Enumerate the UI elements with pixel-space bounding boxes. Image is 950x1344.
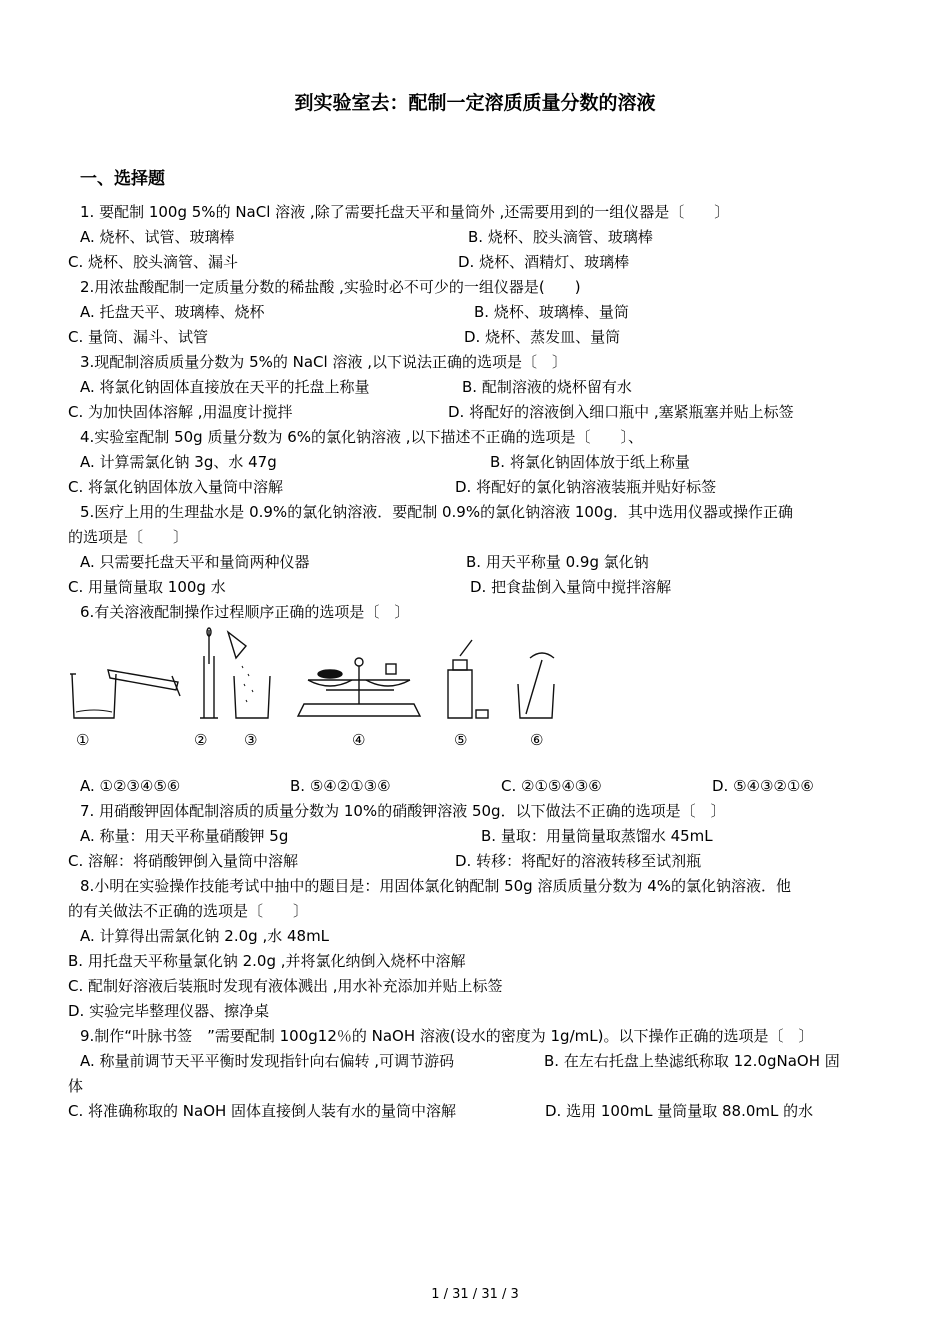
page-footer: 1 / 31 / 31 / 3 [431, 1287, 519, 1302]
question-1-option-d: D. 烧杯、酒精灯、玻璃棒 [458, 253, 630, 271]
question-5-option-c: C. 用量筒量取 100g 水 [68, 578, 226, 596]
question-9-option-b: B. 在左右托盘上垫滤纸称取 12.0gNaOH 固 [544, 1052, 840, 1070]
question-7-option-d: D. 转移：将配好的溶液转移至试剂瓶 [455, 852, 702, 870]
balance-icon [298, 704, 420, 716]
question-6-stem: 6.有关溶液配制操作过程顺序正确的选项是〔 〕 [80, 603, 410, 621]
page-title: 到实验室去：配制一定溶质质量分数的溶液 [294, 92, 656, 114]
question-5-option-b: B. 用天平称量 0.9g 氯化钠 [466, 553, 649, 571]
question-3-option-c: C. 为加快固体溶解 ,用温度计搅拌 [68, 403, 293, 421]
question-9-stem: 9.制作“叶脉书签 ”需要配制 100g12％的 NaOH 溶液(设水的密度为 1g/mL)。以下操作正确的选项是〔 〕 [80, 1027, 814, 1045]
question-5-stem: 5.医疗上用的生理盐水是 0.9%的氯化钠溶液．要配制 0.9%的氯化钠溶液 100g．其中选用仪器或操作正确 [80, 503, 793, 521]
question-3-option-b: B. 配制溶液的烧杯留有水 [462, 378, 632, 396]
question-6-option-c: C. ②①⑤④③⑥ [501, 777, 602, 795]
stirring-rod-icon [526, 660, 542, 714]
weighing-sample-icon [318, 670, 342, 678]
question-1-stem: 1. 要配制 100g 5%的 NaCl 溶液 ,除了需要托盘天平和量筒外 ,还需要用到的一组仪器是〔 〕 [80, 203, 730, 221]
question-4-option-a: A. 计算需氯化钠 3g、水 47g [80, 453, 277, 471]
lab-procedure-drawing [68, 626, 568, 756]
question-7-option-c: C. 溶解：将硝酸钾倒入量筒中溶解 [68, 852, 299, 870]
question-3-stem: 3.现配制溶质质量分数为 5%的 NaCl 溶液 ,以下说法正确的选项是〔 〕 [80, 353, 568, 371]
section-heading: 一、选择题 [80, 169, 165, 189]
question-4-option-c: C. 将氯化钠固体放入量筒中溶解 [68, 478, 284, 496]
lab-procedure-figure [68, 626, 568, 756]
beaker-stirring-icon [518, 684, 554, 718]
question-9-option-a: A. 称量前调节天平平衡时发现指针向右偏转 ,可调节游码 [80, 1052, 455, 1070]
question-4-option-d: D. 将配好的氯化钠溶液装瓶并贴好标签 [455, 478, 717, 496]
question-2-option-c: C. 量筒、漏斗、试管 [68, 328, 209, 346]
figure-label-5: ⑤ [454, 731, 468, 749]
beaker-salt-icon [234, 676, 270, 718]
question-8-stem-cont: 的有关做法不正确的选项是〔 〕 [68, 902, 309, 920]
graduated-cylinder-icon [204, 656, 214, 718]
figure-label-4: ④ [352, 731, 366, 749]
reagent-bottle-icon [448, 670, 472, 718]
question-1-option-a: A. 烧杯、试管、玻璃棒 [80, 228, 235, 246]
question-7-option-a: A. 称量：用天平称量硝酸钾 5g [80, 827, 289, 845]
question-5-stem-cont: 的选项是〔 〕 [68, 528, 189, 546]
question-5-option-a: A. 只需要托盘天平和量筒两种仪器 [80, 553, 310, 571]
question-8-stem: 8.小明在实验操作技能考试中抽中的题目是：用固体氯化钠配制 50g 溶质质量分数为 4%的氯化钠溶液．他 [80, 877, 792, 895]
question-2-option-b: B. 烧杯、玻璃棒、量筒 [474, 303, 629, 321]
figure-label-3: ③ [244, 731, 258, 749]
cylinder-pouring-icon [108, 670, 178, 690]
question-1-option-b: B. 烧杯、胶头滴管、玻璃棒 [468, 228, 653, 246]
question-4-stem: 4.实验室配制 50g 质量分数为 6%的氯化钠溶液 ,以下描述不正确的选项是〔 〕、 [80, 428, 644, 446]
weight-icon [386, 664, 396, 674]
figure-label-1: ① [76, 731, 90, 749]
question-7-option-b: B. 量取：用量筒量取蒸馏水 45mL [481, 827, 713, 845]
question-1-option-c: C. 烧杯、胶头滴管、漏斗 [68, 253, 239, 271]
question-8-option-d: D. 实验完毕整理仪器、擦净桌 [68, 1002, 270, 1020]
figure-label-6: ⑥ [530, 731, 544, 749]
question-9-option-c: C. 将准确称取的 NaOH 固体直接倒人装有水的量筒中溶解 [68, 1102, 457, 1120]
question-2-stem: 2.用浓盐酸配制一定质量分数的稀盐酸 ,实验时必不可少的一组仪器是( ) [80, 278, 581, 296]
question-8-option-b: B. 用托盘天平称量氯化钠 2.0g ,并将氯化纳倒入烧杯中溶解 [68, 952, 466, 970]
question-4-option-b: B. 将氯化钠固体放于纸上称量 [490, 453, 690, 471]
question-9-option-b-cont: 体 [68, 1077, 84, 1095]
question-7-stem: 7. 用硝酸钾固体配制溶质的质量分数为 10%的硝酸钾溶液 50g．以下做法不正确的选项是〔 〕 [80, 802, 726, 820]
question-3-option-a: A. 将氯化钠固体直接放在天平的托盘上称量 [80, 378, 370, 396]
question-6-option-b: B. ⑤④②①③⑥ [290, 777, 391, 795]
question-6-option-d: D. ⑤④③②①⑥ [712, 777, 814, 795]
question-2-option-d: D. 烧杯、蒸发皿、量筒 [464, 328, 621, 346]
question-2-option-a: A. 托盘天平、玻璃棒、烧杯 [80, 303, 265, 321]
question-5-option-d: D. 把食盐倒入量筒中搅拌溶解 [470, 578, 672, 596]
question-8-option-c: C. 配制好溶液后装瓶时发现有液体溅出 ,用水补充添加并贴上标签 [68, 977, 503, 995]
question-3-option-d: D. 将配好的溶液倒入细口瓶中 ,塞紧瓶塞并贴上标签 [448, 403, 794, 421]
paper-icon [228, 632, 246, 658]
figure-label-2: ② [194, 731, 208, 749]
question-8-option-a: A. 计算得出需氯化钠 2.0g ,水 48mL [80, 927, 330, 945]
question-6-option-a: A. ①②③④⑤⑥ [80, 777, 181, 795]
question-9-option-d: D. 选用 100mL 量筒量取 88.0mL 的水 [545, 1102, 814, 1120]
